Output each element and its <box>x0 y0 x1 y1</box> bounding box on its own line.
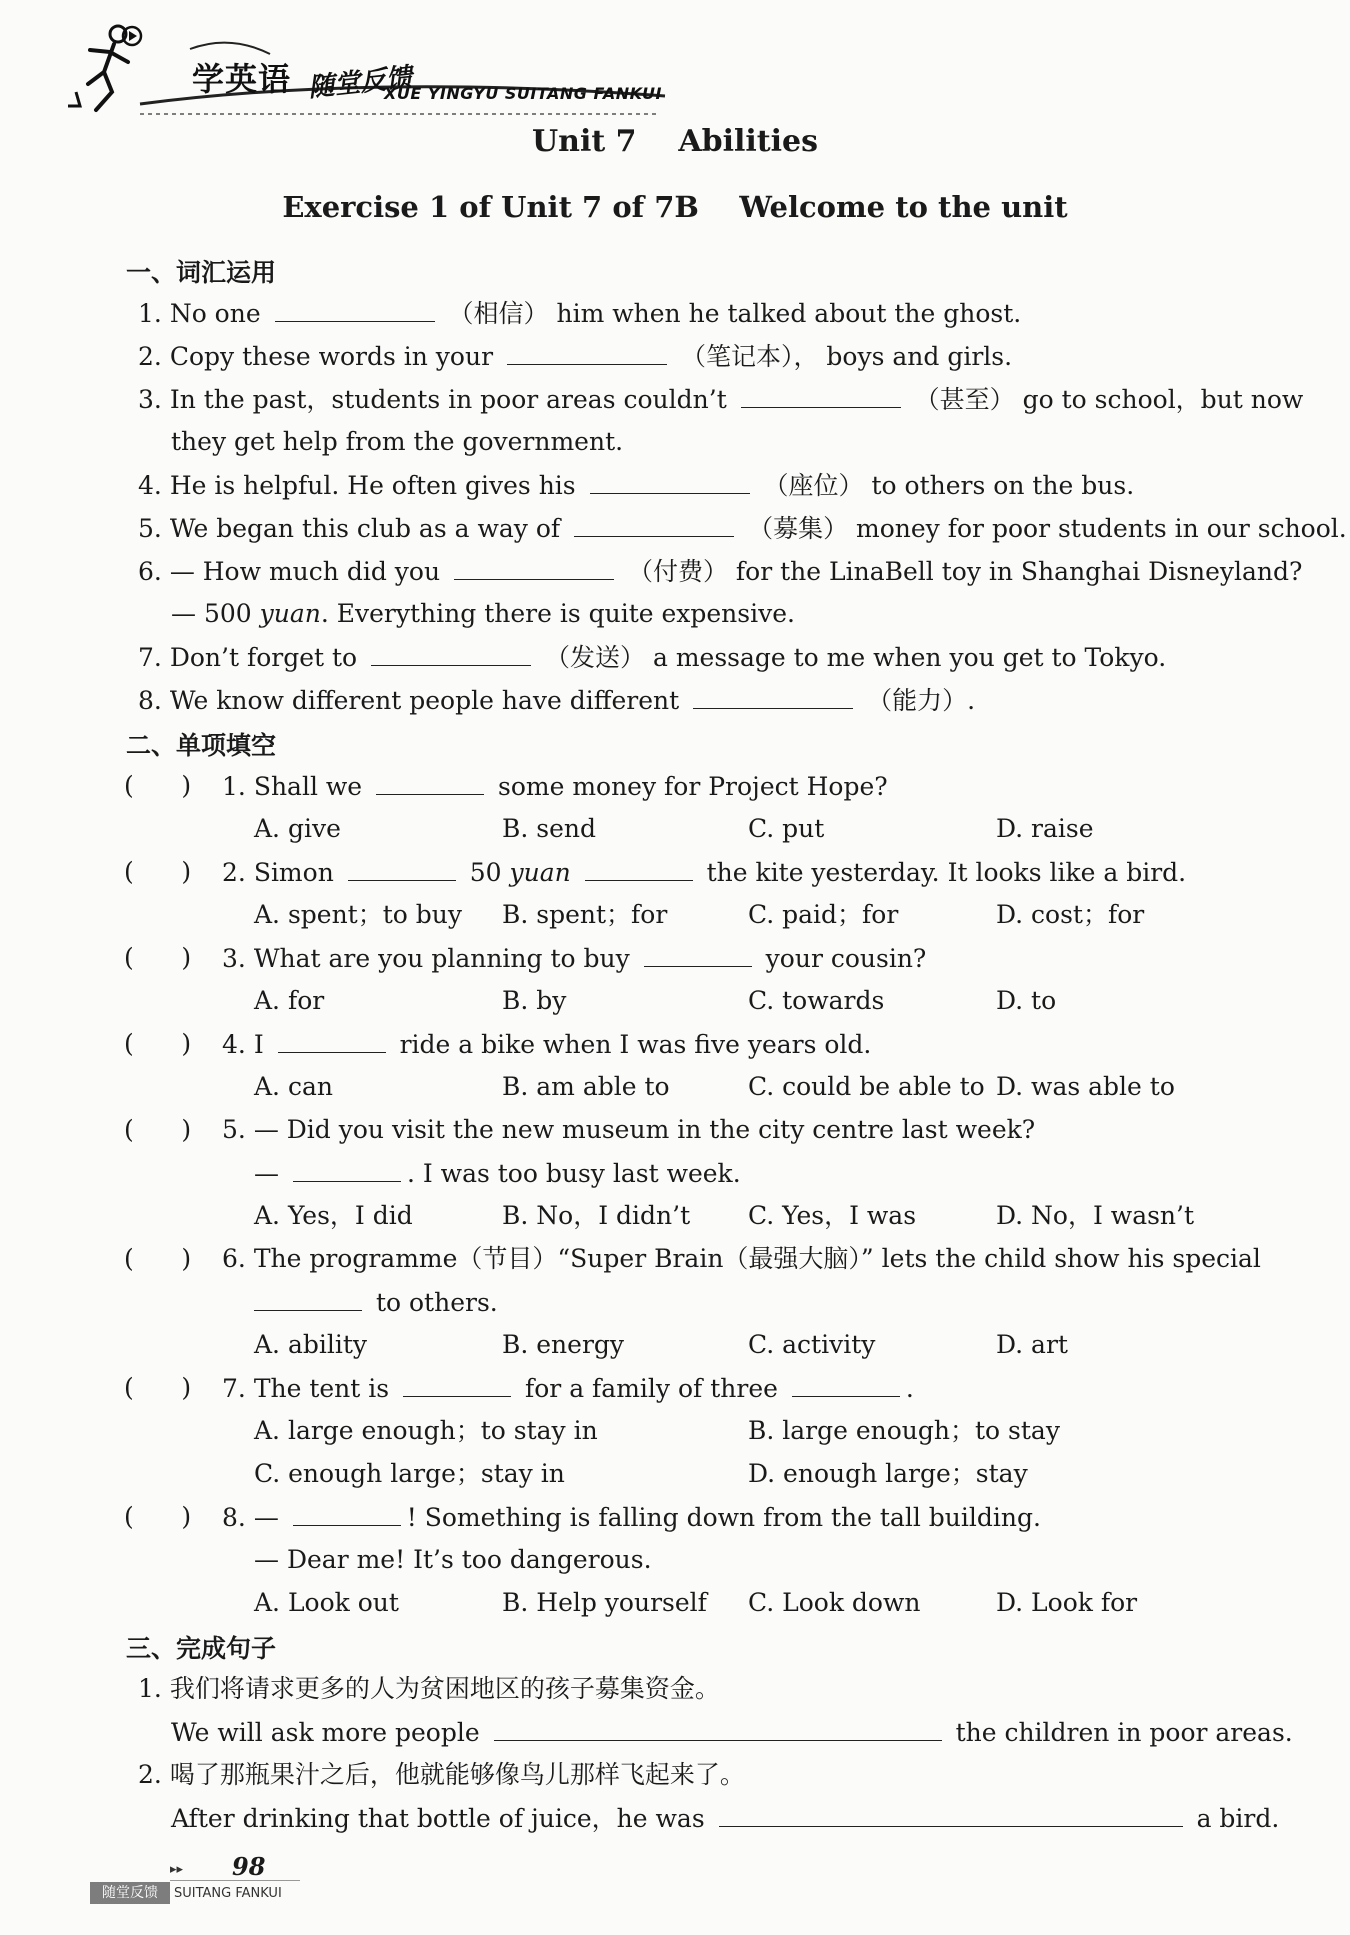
answer-bracket[interactable]: ( ) <box>124 1373 192 1402</box>
answer-blank[interactable] <box>507 339 667 365</box>
item-text: We began this club as a way of <box>169 514 561 543</box>
answer-blank[interactable] <box>693 683 853 709</box>
option-d[interactable]: D. enough large；stay <box>748 1459 1028 1488</box>
option-a[interactable]: A. for <box>254 986 325 1015</box>
vocab-item-4 <box>138 468 1134 503</box>
option-d[interactable]: D. raise <box>996 814 1094 843</box>
answer-bracket[interactable]: ( ) <box>124 857 192 886</box>
answer-bracket[interactable]: ( ) <box>124 1244 192 1273</box>
item-number: 3. <box>138 385 162 414</box>
english-sentence: the children in poor areas. <box>955 1718 1293 1747</box>
option-c[interactable]: C. paid；for <box>748 900 899 929</box>
answer-blank[interactable] <box>403 1371 511 1397</box>
mc-question-5-response <box>254 1156 741 1191</box>
item-number: 8. <box>222 1503 246 1532</box>
mc-question-5 <box>222 1113 1035 1147</box>
footer-badge: 随堂反馈 <box>90 1882 170 1904</box>
item-number: 3. <box>222 944 246 973</box>
option-b[interactable]: B. am able to <box>502 1072 670 1101</box>
vocab-item-1 <box>138 296 1021 331</box>
item-text: — How much did you <box>169 557 441 586</box>
item-number: 2. <box>222 858 246 887</box>
option-a[interactable]: A. spent；to buy <box>254 900 462 929</box>
option-a[interactable]: A. large enough；to stay in <box>254 1416 598 1445</box>
question-text: I <box>253 1030 264 1059</box>
option-d[interactable]: D. art <box>996 1330 1068 1359</box>
option-a[interactable]: A. ability <box>254 1330 368 1359</box>
answer-blank[interactable] <box>278 1027 386 1053</box>
item-text: him when he talked about the ghost. <box>556 299 1022 328</box>
chinese-sentence: 喝了那瓶果汁之后，他就能够像鸟儿那样飞起来了。 <box>169 1760 745 1789</box>
item-number: 4. <box>222 1030 246 1059</box>
logo-cn-subtitle: 随堂反馈 <box>306 62 414 104</box>
question-text: ! Something is falling down from the tall building. <box>406 1503 1041 1532</box>
vocab-item-6 <box>138 554 1302 589</box>
answer-blank[interactable] <box>719 1801 1183 1827</box>
answer-blank[interactable] <box>792 1371 900 1397</box>
question-text: Shall we <box>253 772 363 801</box>
answer-blank[interactable] <box>644 941 752 967</box>
footer-divider <box>170 1880 300 1881</box>
item-hint: （相信） <box>448 299 549 328</box>
option-c[interactable]: C. put <box>748 814 825 843</box>
header-logo <box>60 14 680 114</box>
question-text: your cousin? <box>765 944 927 973</box>
page-number: 98 <box>232 1852 266 1881</box>
item-number: 5. <box>138 514 162 543</box>
answer-bracket[interactable]: ( ) <box>124 1115 192 1144</box>
item-text: for the LinaBell toy in Shanghai Disneyland? <box>735 557 1303 586</box>
english-sentence: We will ask more people <box>171 1718 480 1747</box>
item-hint: （甚至） <box>914 385 1015 414</box>
item-number: 2. <box>138 342 162 371</box>
english-sentence: a bird. <box>1196 1804 1280 1833</box>
item-hint: （发送） <box>545 643 646 672</box>
runner-icon <box>66 22 146 114</box>
item-number: 4. <box>138 471 162 500</box>
option-c[interactable]: C. Look down <box>748 1588 921 1617</box>
answer-bracket[interactable]: ( ) <box>124 943 192 972</box>
option-c[interactable]: C. activity <box>748 1330 876 1359</box>
option-c[interactable]: C. Yes，I was <box>748 1201 917 1230</box>
option-b[interactable]: B. send <box>502 814 596 843</box>
option-a[interactable]: A. can <box>254 1072 333 1101</box>
section3-heading: 三、完成句子 <box>126 1634 277 1663</box>
answer-blank[interactable] <box>348 855 456 881</box>
response-text: . Everything there is quite expensive. <box>320 599 795 628</box>
option-d[interactable]: D. No，I wasn’t <box>996 1201 1195 1230</box>
item-text: money for poor students in our school. <box>856 514 1347 543</box>
translate-item-1-en <box>171 1715 1293 1750</box>
vocab-item-2 <box>138 339 1012 374</box>
item-text: In the past，students in poor areas couldn’t <box>169 385 727 414</box>
question-text: The programme（节目）“Super Brain（最强大脑）” lets the child show his special <box>253 1244 1261 1273</box>
item-number: 1. <box>222 772 246 801</box>
response-italic: yuan <box>259 599 321 628</box>
item-number: 5. <box>222 1115 246 1144</box>
chinese-sentence: 我们将请求更多的人为贫困地区的孩子募集资金。 <box>169 1674 720 1703</box>
answer-bracket[interactable]: ( ) <box>124 1029 192 1058</box>
logo-cn-title: 学英语 <box>192 60 292 98</box>
question-text: 50 <box>469 858 502 887</box>
footer-arrow-icon: ▸▸ <box>170 1862 184 1877</box>
mc-question-1 <box>222 769 888 804</box>
option-c[interactable]: C. towards <box>748 986 885 1015</box>
item-hint: （能力）. <box>867 686 976 715</box>
section2-heading: 二、单项填空 <box>126 731 277 760</box>
item-number: 1. <box>138 299 162 328</box>
vocab-item-3 <box>138 382 1303 417</box>
item-number: 2. <box>138 1760 162 1789</box>
translate-item-1-cn <box>138 1672 720 1706</box>
response-text: — 500 <box>171 599 260 628</box>
answer-blank[interactable] <box>494 1715 942 1741</box>
item-text: go to school，but now <box>1022 385 1304 414</box>
option-d[interactable]: D. cost；for <box>996 900 1145 929</box>
item-number: 6. <box>138 557 162 586</box>
question-text: — <box>253 1503 279 1532</box>
answer-bracket[interactable]: ( ) <box>124 1502 192 1531</box>
mc-question-8 <box>222 1500 1041 1535</box>
option-c[interactable]: C. could be able to <box>748 1072 985 1101</box>
option-b[interactable]: B. Help yourself <box>502 1588 707 1617</box>
option-a[interactable]: A. give <box>254 814 341 843</box>
answer-blank[interactable] <box>454 554 614 580</box>
translate-item-2-en <box>171 1801 1279 1836</box>
vocab-item-8 <box>138 683 975 718</box>
question-text: the kite yesterday. It looks like a bird. <box>706 858 1187 887</box>
vocab-item-6-response <box>171 597 795 631</box>
answer-blank[interactable] <box>293 1156 401 1182</box>
section1-heading: 一、词汇运用 <box>126 258 277 287</box>
option-b[interactable]: B. spent；for <box>502 900 668 929</box>
question-italic: yuan <box>509 858 571 887</box>
mc-question-7 <box>222 1371 914 1406</box>
vocab-item-3-continued: they get help from the government. <box>171 427 624 456</box>
mc-question-3 <box>222 941 926 976</box>
mc-question-4 <box>222 1027 871 1062</box>
translate-item-2-cn <box>138 1758 745 1792</box>
footer-en-label: SUITANG FANKUI <box>174 1886 282 1901</box>
item-hint: （募集） <box>748 514 849 543</box>
option-b[interactable]: B. large enough；to stay <box>748 1416 1060 1445</box>
option-b[interactable]: B. energy <box>502 1330 625 1359</box>
item-text: to others on the bus. <box>871 471 1135 500</box>
mc-question-8-response: — Dear me! It’s too dangerous. <box>254 1545 652 1574</box>
question-text: . <box>905 1374 914 1403</box>
unit-title: Unit 7 Abilities <box>532 124 818 159</box>
item-text: boys and girls. <box>826 342 1013 371</box>
answer-blank[interactable] <box>376 769 484 795</box>
item-number: 1. <box>138 1674 162 1703</box>
option-a[interactable]: A. Look out <box>254 1588 399 1617</box>
question-text: . I was too busy last week. <box>406 1159 741 1188</box>
exercise-title: Exercise 1 of Unit 7 of 7B Welcome to the unit <box>282 190 1068 224</box>
item-text: No one <box>169 299 261 328</box>
answer-blank[interactable] <box>590 468 750 494</box>
answer-blank[interactable] <box>585 855 693 881</box>
option-c[interactable]: C. enough large；stay in <box>254 1459 565 1488</box>
answer-blank[interactable] <box>293 1500 401 1526</box>
question-text: — Did you visit the new museum in the city centre last week? <box>253 1115 1036 1144</box>
vocab-item-7 <box>138 640 1166 675</box>
option-d[interactable]: D. Look for <box>996 1588 1138 1617</box>
item-hint: （笔记本）， <box>680 342 819 371</box>
item-text: He is helpful. He often gives his <box>169 471 576 500</box>
english-sentence: After drinking that bottle of juice，he was <box>171 1804 705 1833</box>
item-number: 7. <box>222 1374 246 1403</box>
item-number: 7. <box>138 643 162 672</box>
item-number: 8. <box>138 686 162 715</box>
answer-bracket[interactable]: ( ) <box>124 771 192 800</box>
answer-blank[interactable] <box>275 296 435 322</box>
item-text: Don’t forget to <box>169 643 358 672</box>
item-text: We know different people have different <box>169 686 680 715</box>
question-text: Simon <box>253 858 334 887</box>
answer-blank[interactable] <box>371 640 531 666</box>
item-text: a message to me when you get to Tokyo. <box>652 643 1167 672</box>
question-text: for a family of three <box>525 1374 778 1403</box>
answer-blank[interactable] <box>574 511 734 537</box>
item-text: Copy these words in your <box>169 342 494 371</box>
question-text: ride a bike when I was five years old. <box>399 1030 872 1059</box>
option-d[interactable]: D. to <box>996 986 1057 1015</box>
option-a[interactable]: A. Yes，I did <box>254 1201 413 1230</box>
answer-blank[interactable] <box>254 1285 362 1311</box>
question-text: — <box>254 1159 279 1188</box>
logo-en-title: XUE YINGYU SUITANG FANKUI <box>384 84 662 103</box>
option-d[interactable]: D. was able to <box>996 1072 1175 1101</box>
question-text: What are you planning to buy <box>253 944 630 973</box>
mc-question-6 <box>222 1242 1261 1276</box>
answer-blank[interactable] <box>741 382 901 408</box>
mc-question-2 <box>222 855 1186 890</box>
option-b[interactable]: B. No，I didn’t <box>502 1201 691 1230</box>
item-number: 6. <box>222 1244 246 1273</box>
question-text: to others. <box>375 1288 498 1317</box>
mc-question-6-continued <box>248 1285 498 1320</box>
question-text: The tent is <box>253 1374 390 1403</box>
option-b[interactable]: B. by <box>502 986 567 1015</box>
question-text: some money for Project Hope? <box>497 772 888 801</box>
vocab-item-5 <box>138 511 1347 546</box>
item-hint: （座位） <box>763 471 864 500</box>
item-hint: （付费） <box>627 557 728 586</box>
